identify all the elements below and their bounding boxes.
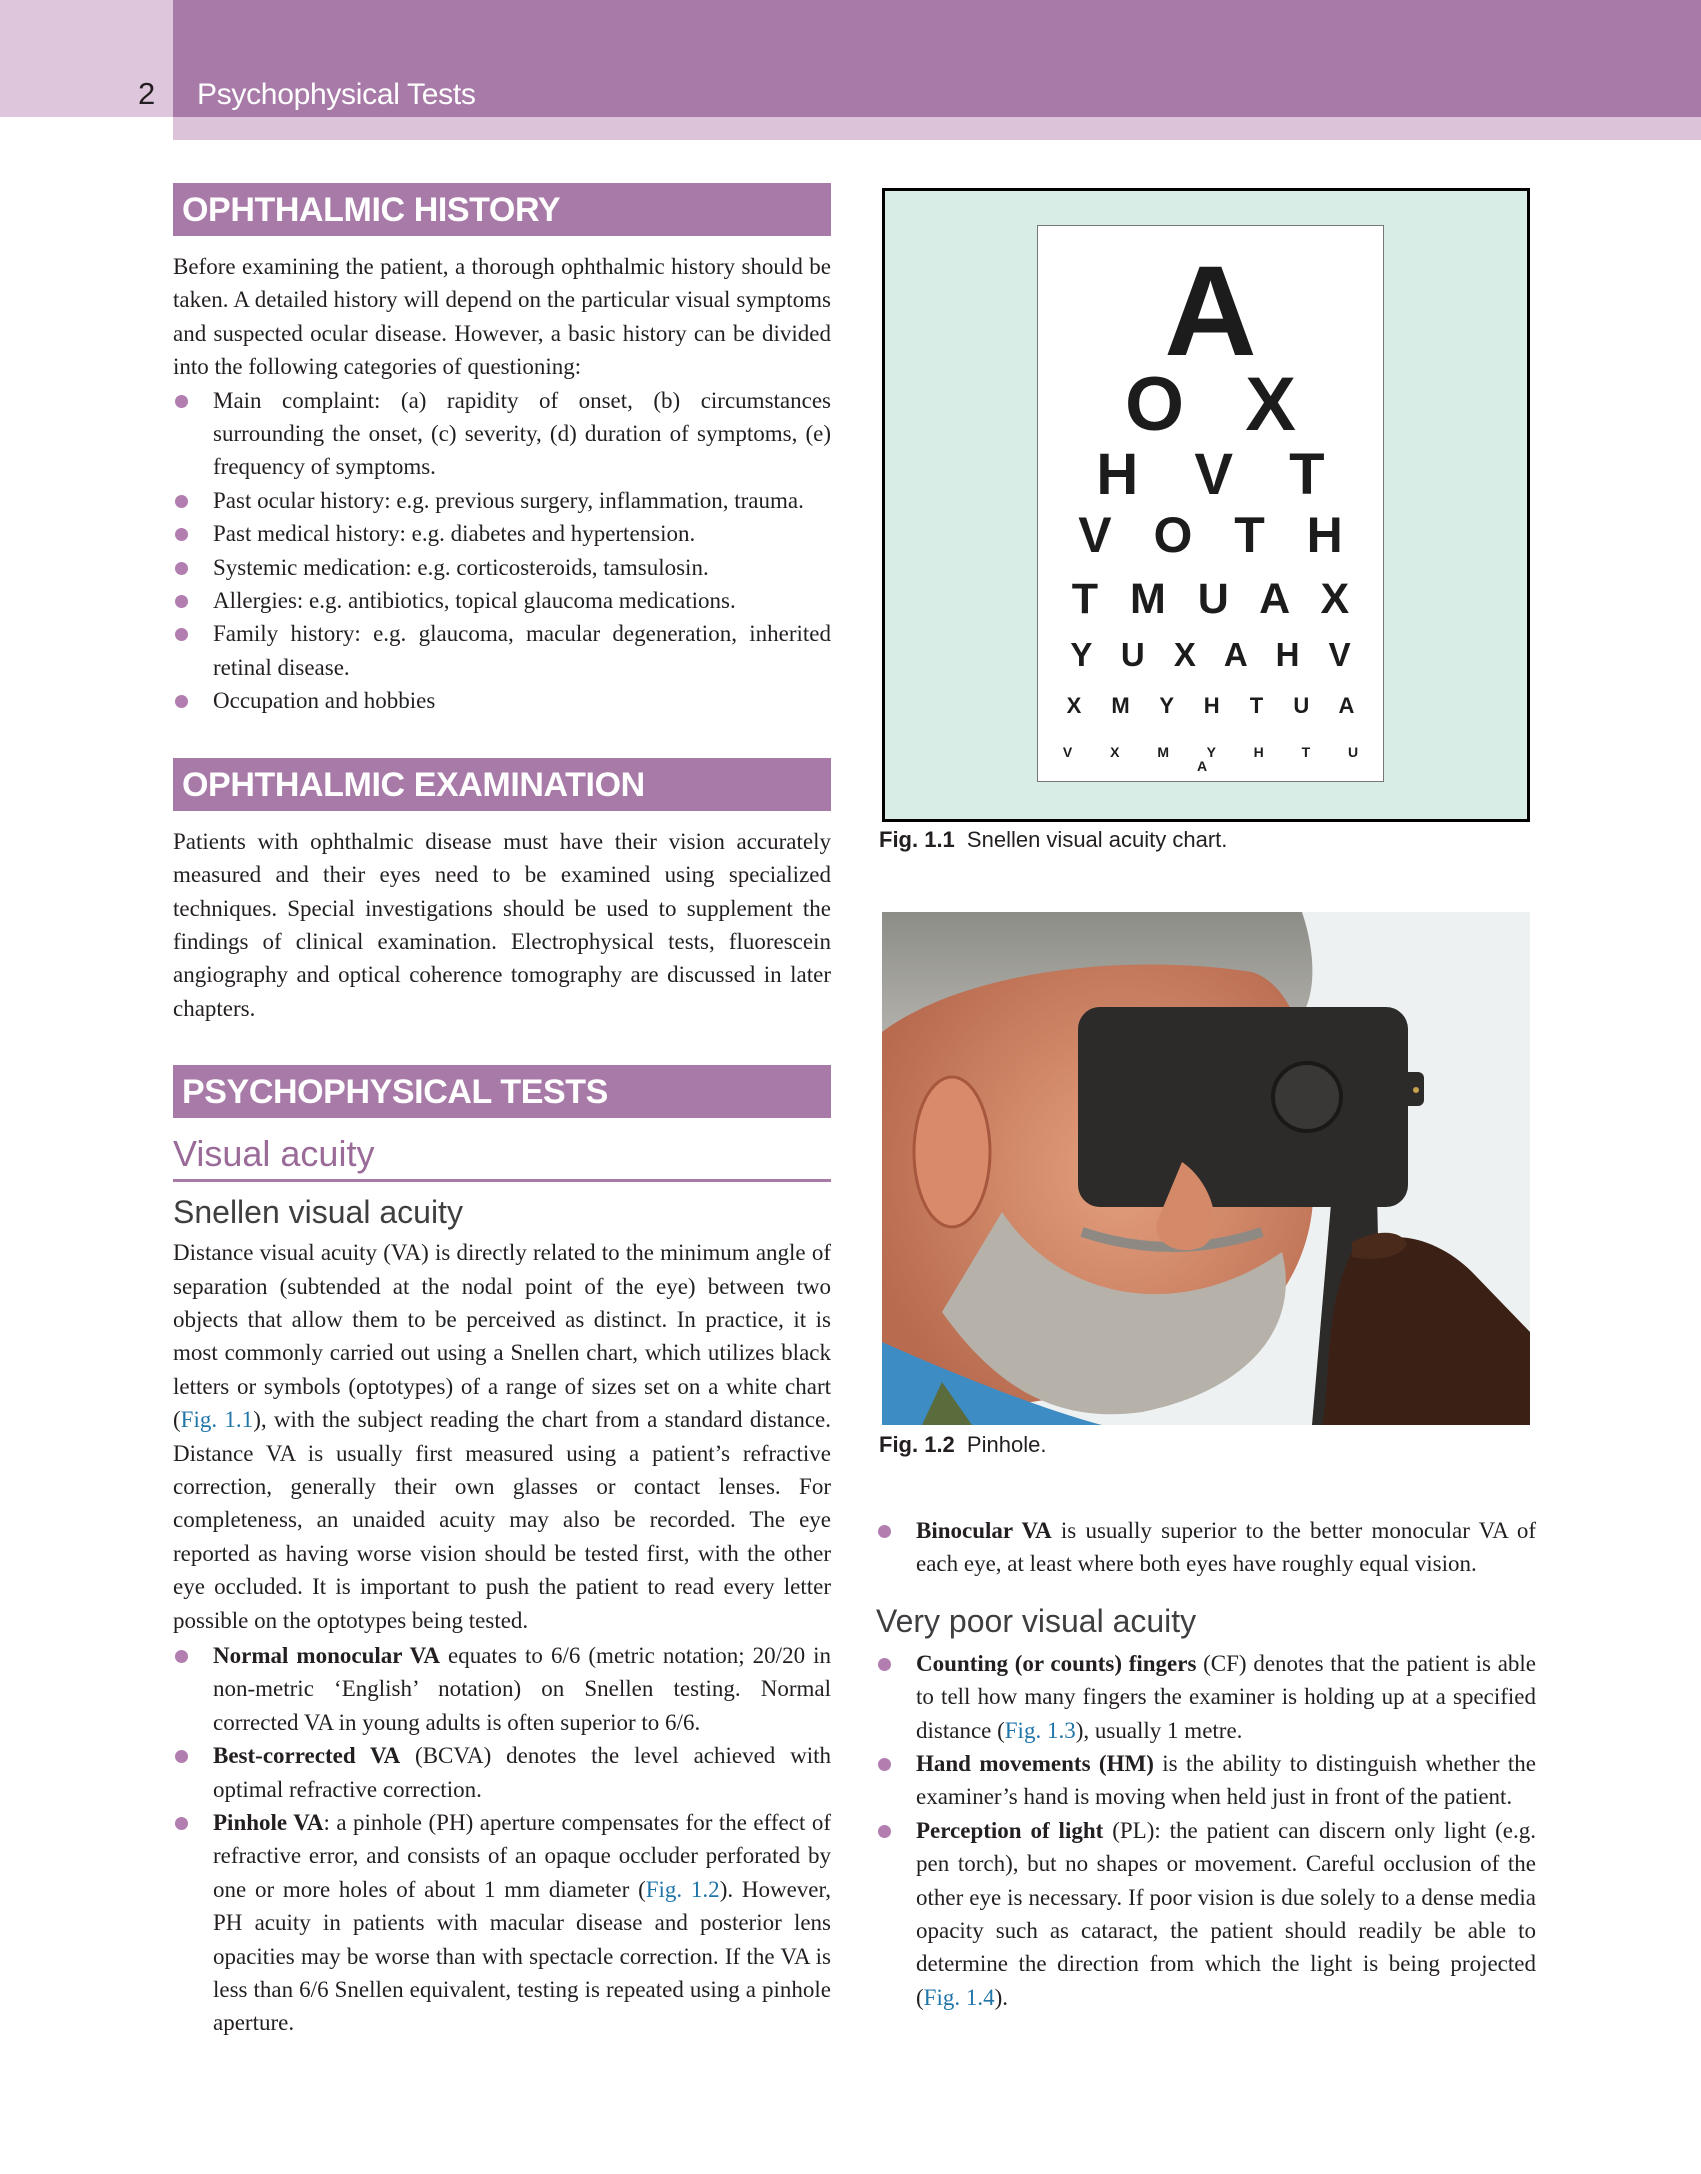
chart-row: Y U X A H V (1070, 636, 1361, 673)
bullet-icon (175, 628, 188, 641)
snellen-chart (1037, 225, 1384, 782)
bullet-icon (175, 528, 188, 541)
fig-1-4-link[interactable]: Fig. 1.4 (923, 1984, 995, 2010)
bullet-icon (175, 395, 188, 408)
binocular-list (876, 1514, 1536, 1581)
examination-text: Patients with ophthalmic disease must have their vision accurately measured and their eyes need to be examined using specialized techniques. Special investigations should be used to supplement the findings of clinical examination. Electrophysical tests, fluorescein angiography and optical coherence tomography are discussed in later chapters. (173, 828, 831, 1021)
chart-row: A (1164, 240, 1257, 383)
bullet-icon (175, 1817, 188, 1830)
list-item: Occupation and hobbies (173, 684, 831, 717)
list-item: Allergies: e.g. antibiotics, topical glaucoma medications. (173, 584, 831, 617)
left-column (173, 183, 831, 2040)
figure-caption: Fig. 1.1 Snellen visual acuity chart. (879, 827, 1228, 852)
fig-1-2-link[interactable]: Fig. 1.2 (645, 1876, 720, 1902)
list-item: Pinhole VA: a pinhole (PH) aperture compensates for the effect of refractive error, and consists of an opaque occluder perforated by one or more holes of about 1 mm diameter (Fig. 1.2). However, PH acuity in patients with macular disease and posterior lens opacities may be worse than with spectacle correction. If the VA is less than 6/6 Snellen equivalent, testing is repeated using a pinhole aperture. (173, 1806, 831, 2040)
list-item: Hand movements (HM) is the ability to distinguish whether the examiner’s hand is moving when held just in front of the patient. (876, 1747, 1536, 1814)
pinhole-photo (882, 912, 1530, 1425)
section-heading-history: OPHTHALMIC HISTORY (173, 183, 831, 236)
bullet-icon (878, 1525, 891, 1538)
chart-row: T M U A X (1071, 575, 1360, 623)
bullet-icon (878, 1825, 891, 1838)
list-item: Best-corrected VA (BCVA) denotes the level achieved with optimal refractive correction. (173, 1739, 831, 1806)
chart-row: X M Y H T U A (1066, 693, 1367, 718)
bullet-icon (175, 495, 188, 508)
chart-row: H V T (1096, 442, 1345, 507)
list-item: Past ocular history: e.g. previous surgery, inflammation, trauma. (173, 484, 831, 517)
chart-row: V O T H (1078, 507, 1357, 563)
fig-1-1-link[interactable]: Fig. 1.1 (180, 1407, 254, 1433)
list-item: Main complaint: (a) rapidity of onset, (b) circumstances surrounding the onset, (c) severity, (d) duration of symptoms, (e) frequency of symptoms. (173, 384, 831, 484)
chart-row: O X (1125, 362, 1316, 447)
subheading-visual-acuity: Visual acuity (173, 1136, 831, 1182)
list-item: Counting (or counts) fingers (CF) denotes that the patient is able to tell how many fingers the examiner is holding up at a specified distance (Fig. 1.3), usually 1 metre. (876, 1647, 1536, 1747)
snellen-paragraph: Distance visual acuity (VA) is directly related to the minimum angle of separation (subtended at the nodal point of the eye) between two objects that allow them to be perceived as distinct. In practice, it is most commonly carried out using a Snellen chart, which utilizes black letters or symbols (optotypes) of a range of sizes set on a white chart (Fig. 1.1), with the subject reading the chart from a standard distance. Distance VA is usually first measured using a patient’s refractive correction, generally their own glasses or contact lenses. For completeness, an unaided acuity may also be recorded. The eye reported as having worse vision should be tested first, with the other eye occluded. It is important to push the patient to read every letter possible on the optotypes being tested. (173, 1240, 831, 1633)
bullet-icon (175, 1750, 188, 1763)
pinhole-illustration (882, 912, 1530, 1425)
running-title: Psychophysical Tests (197, 78, 476, 111)
poor-acuity-list (876, 1647, 1536, 2014)
bullet-icon (175, 695, 188, 708)
bullet-icon (878, 1758, 891, 1771)
list-item: Systemic medication: e.g. corticosteroids, tamsulosin. (173, 551, 831, 584)
acuity-list (173, 1639, 831, 2040)
chart-row: V X M Y H T U A (1062, 744, 1376, 774)
list-item: Past medical history: e.g. diabetes and hypertension. (173, 517, 831, 550)
section-heading-examination: OPHTHALMIC EXAMINATION (173, 758, 831, 811)
fig-1-3-link[interactable]: Fig. 1.3 (1004, 1717, 1076, 1743)
list-item: Perception of light (PL): the patient can discern only light (e.g. pen torch), but no shapes or movement. Careful occlusion of the other eye is necessary. If poor vision is due solely to a dense media opacity such as cataract, the patient should readily be able to determine the direction from which the light is being projected (Fig. 1.4). (876, 1814, 1536, 2014)
list-item: Binocular VA is usually superior to the better monocular VA of each eye, at least where both eyes have roughly equal vision. (876, 1514, 1536, 1581)
page-number: 2 (138, 76, 156, 111)
history-intro: Before examining the patient, a thorough ophthalmic history should be taken. A detailed history will depend on the particular visual symptoms and suspected ocular disease. However, a basic history can be divided into the following categories of questioning: (173, 254, 831, 380)
list-item: Normal monocular VA equates to 6/6 (metric notation; 20/20 in non-metric ‘English’ notation) on Snellen testing. Normal corrected VA in young adults is often superior to 6/6. (173, 1639, 831, 1739)
subsubheading-snellen: Snellen visual acuity (173, 1194, 463, 1231)
section-heading-psychophysical: PSYCHOPHYSICAL TESTS (173, 1065, 831, 1118)
history-list (173, 384, 831, 718)
right-column (876, 1514, 1536, 2014)
snellen-chart-figure (882, 188, 1530, 822)
figure-caption: Fig. 1.2 Pinhole. (879, 1432, 1047, 1457)
list-item: Family history: e.g. glaucoma, macular degeneration, inherited retinal disease. (173, 617, 831, 684)
bullet-icon (175, 595, 188, 608)
header-strip (173, 117, 1701, 140)
bullet-icon (175, 1650, 188, 1663)
subheading-very-poor: Very poor visual acuity (876, 1602, 1197, 1639)
bullet-icon (175, 562, 188, 575)
bullet-icon (878, 1658, 891, 1671)
